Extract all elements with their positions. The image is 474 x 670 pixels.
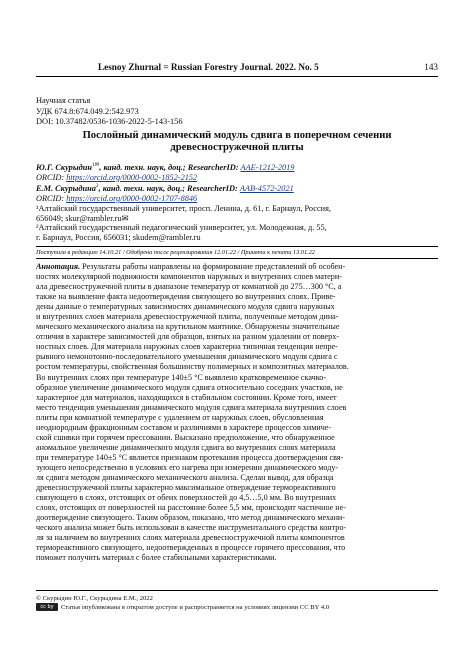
abstract-line: ческого анализа может быть использован в качестве инструментального средства контро- xyxy=(36,523,347,533)
abstract-line: неоднородным фракционным составом и различиями в характере процессов химиче- xyxy=(36,422,332,432)
abstract-line xyxy=(36,262,438,272)
abstract-line: ля сдвига методом динамического механического анализа. Сделан вывод, для образца xyxy=(36,472,334,482)
abstract-line: рывного немонотонно-последовательного уменьшения динамического модуля сдвига с xyxy=(36,352,338,362)
affiliation-2 xyxy=(36,223,438,243)
copyright: © Скурыдин Ю.Г., Скурыдина Е.М., 2022 xyxy=(36,595,153,602)
author-2-orcid xyxy=(36,194,438,204)
title-line: Послойный динамический модуль сдвига в поперечном сечении xyxy=(82,130,392,141)
abstract-line: и внутренних слоев материала древесностружечной плиты, полученные методом дина- xyxy=(36,312,339,322)
affiliation-line: г. Барнаул, Россия, 656031; skudem@rambler.ru xyxy=(36,233,201,243)
license-text: Статья опубликована в открытом доступе и распространяется на условиях лицензии CC BY 4.0 xyxy=(61,604,330,611)
author-name: Ю.Г. Скурыдин xyxy=(36,162,92,172)
author-1-orcid xyxy=(36,173,438,183)
abstract-line: ростом температуры, свойственная большинству полимерных и композитных материалов. xyxy=(36,362,349,372)
abstract-line: ала древесностружечной плиты в диапазоне температур от комнатной до 275…300 °С, а xyxy=(36,282,342,292)
article-meta xyxy=(36,96,183,128)
abstract-line: дены данные о температурных зависимостях динамического модуля сдвига наружных xyxy=(36,302,335,312)
abstract-line: связующего в слоях, отстоящих от обеих поверхностей до 4,5…5,0 мм. Во внутренних xyxy=(36,493,337,503)
abstract-line: при температуре 140±5 °С является признаком протекания процесса доотверждения свя- xyxy=(36,452,344,462)
article-title xyxy=(36,130,438,155)
submission-dates: Поступила в редакцию 14.10.21 / Одобрена после рецензирования 12.01.22 / Принята к печати 13.01.22 xyxy=(36,249,315,256)
abstract xyxy=(36,262,438,563)
orcid-label: ORCID: xyxy=(36,172,67,182)
abstract-line: ля за наличием во внутренних слоях материала древесностружечной плиты компонентов xyxy=(36,533,345,543)
abstract-line: поможет получить материал с более стабильными характеристиками. xyxy=(36,553,277,563)
abstract-line: аномальное увеличение динамического модуля сдвига во внутренних слоях материала xyxy=(36,442,336,452)
abstract-line: образное увеличение динамического модуля сдвига относительно соседних участков, не xyxy=(36,382,343,392)
abstract-line: место тенденция уменьшения динамического модуля сдвига материала внутренних слоев xyxy=(36,402,347,412)
abstract-label: Аннотация. xyxy=(36,262,81,271)
journal-title: Lesnoy Zhurnal = Russian Forestry Journal. 2022. No. 5 xyxy=(98,62,319,72)
abstract-line: мического механического анализа на крутильном маятнике. Обнаружены значительные xyxy=(36,322,340,332)
article-type: Научная статья xyxy=(36,96,91,105)
affiliation-line: ¹Алтайский государственный университет, просп. Ленина, д. 61, г. Барнаул, Россия, xyxy=(36,203,331,213)
title-line: древесностружечной плиты xyxy=(170,142,304,154)
footer xyxy=(36,590,438,612)
cc-license-icon[interactable]: cc by xyxy=(36,603,58,611)
dates-bar xyxy=(36,246,438,259)
abstract-line: доотверждение связующего. Таким образом, показано, что метод динамического механи- xyxy=(36,513,345,523)
abstract-line: древесностружечной плиты характерно максимальное отверждение термореактивного xyxy=(36,483,336,493)
author-sup: 2 xyxy=(95,183,99,190)
author-credentials: , канд. техн. наук, доц.; ResearcherID: xyxy=(98,184,240,194)
author-credentials: , канд. техн. наук, доц.; ResearcherID: xyxy=(99,162,241,172)
abstract-line: характерное для материалов, находящихся в стабильном состоянии. Кроме того, имеет xyxy=(36,392,337,402)
author-1 xyxy=(36,161,438,173)
abstract-line: ской сшивки при горячем прессовании. Высказано предположение, что обнаруженное xyxy=(36,432,335,442)
abstract-line: отличия в характере зависимостей для образцов, взятых на разном удалении от поверх- xyxy=(36,332,339,342)
author-name: Е.М. Скурыдина xyxy=(36,184,96,194)
abstract-text: Результаты работы направлены на формирование представлений об особен- xyxy=(80,262,346,271)
page-number: 143 xyxy=(424,62,438,72)
udc-code: УДК 674.8:674.049.2:542.973 xyxy=(36,106,139,116)
author-sup: 1✉ xyxy=(91,162,100,168)
abstract-line: зующего непосредственно в условиях его нагрева при измерении динамического моду- xyxy=(36,462,339,472)
researcher-id-link[interactable]: AAB-4572-2021 xyxy=(239,184,294,194)
researcher-id-link[interactable]: AAE-1212-2019 xyxy=(240,162,295,172)
orcid-label: ORCID: xyxy=(36,193,67,203)
license-line xyxy=(36,603,438,612)
abstract-line: ностях молекулярной подвижности компонентов наружных и внутренних слоев матери- xyxy=(36,272,342,282)
abstract-line: ностных слоев. Для материала наружных слоев характерна типичная тенденция непре- xyxy=(36,342,338,352)
affiliation-line: ²Алтайский государственный педагогический университет, ул. Молодежная, д. 55, xyxy=(36,223,327,233)
doi[interactable]: DOI: 10.37482/0536-1036-2022-5-143-156 xyxy=(36,117,183,127)
abstract-line: Во внутренних слоях при температуре 140±5 °С выявлено кратковременное скачко- xyxy=(36,372,327,382)
affiliation-line: 656049; skur@rambler.ru✉ xyxy=(36,213,129,223)
abstract-line: также на выявление факта недоотверждения связующего во внутренних слоях. Приве- xyxy=(36,292,336,302)
abstract-line: слоях, отстоящих от поверхностей на расстояние более 5,5 мм, происходит частичное не- xyxy=(36,503,346,513)
abstract-line: плиты при комнатной температуре с удалением от наружных слоев, обусловленная xyxy=(36,412,324,422)
abstract-line: термореактивного связующего, недоотвержденных в процессе горячего прессования, что xyxy=(36,543,346,553)
authors-block xyxy=(36,161,438,243)
running-header xyxy=(36,60,438,77)
orcid-link[interactable]: https://orcid.org/0000-0002-1707-8846 xyxy=(66,193,198,203)
affiliation-1 xyxy=(36,204,438,224)
author-2 xyxy=(36,182,438,194)
orcid-link[interactable]: https://orcid.org/0000-0002-1852-2152 xyxy=(66,172,198,182)
